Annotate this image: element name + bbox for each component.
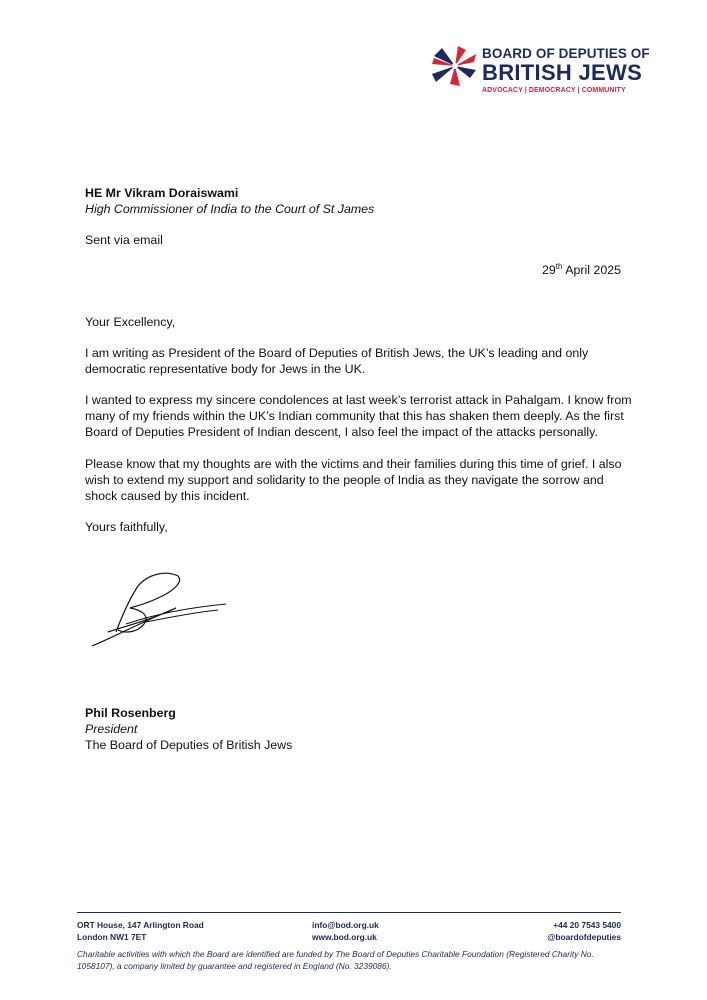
paragraph-1-line-2: democratic representative body for Jews in the UK. [85,362,366,376]
logo-line-2: BRITISH JEWS [482,60,643,85]
footer-address-line-1: ORT House, 147 Arlington Road [77,920,204,930]
signatory-organisation: The Board of Deputies of British Jews [85,738,293,752]
footer-address-line-2: London NW1 7ET [77,931,147,942]
date-rest: April 2025 [562,263,621,277]
delivery-note: Sent via email [85,233,163,247]
organisation-logo [432,44,650,96]
closing: Yours faithfully, [85,520,168,534]
date-suffix: th [555,262,563,271]
footer-website[interactable]: www.bod.org.uk [312,931,377,942]
date-day: 29 [541,263,556,277]
paragraph-2-line-1: I wanted to express my sincere condolences at last week’s terrorist attack in Pahalgam. I know from [85,393,632,407]
footer-phone-social [547,920,621,943]
handwritten-signature [86,568,236,652]
recipient-name: HE Mr Vikram Doraiswami [85,186,239,200]
footer-contact [312,920,379,943]
star-logo-icon [432,46,478,86]
paragraph-3-line-2: wish to extend my support and solidarity to the people of India as they navigate the sorrow and [85,473,604,487]
paragraph-3-line-1: Please know that my thoughts are with the victims and their families during this time of grief. I also [85,457,622,471]
footer-address [77,920,204,943]
salutation: Your Excellency, [85,315,176,329]
letter-date [542,263,621,277]
paragraph-2-line-3: Board of Deputies President of Indian descent, I also feel the impact of the attacks personally. [85,425,598,439]
logo-line-1: BOARD OF DEPUTIES OF [482,46,650,61]
footer-divider [77,912,621,913]
footer-charity-note: Charitable activities with which the Board are identified are funded by The Board of Deputies Charitable Foundation (Registered Charity No. 1058107), a company limited by guarantee and registered in England (No. 3239086). [77,949,594,971]
paragraph-1-line-1: I am writing as President of the Board of Deputies of British Jews, the UK’s leading and only [85,346,589,360]
footer-social-handle: @boardofdeputies [547,931,621,942]
paragraph-2-line-2: many of my friends within the UK’s Indian community that this has shaken them deeply. As the first [85,409,624,423]
footer-phone: +44 20 7543 5400 [553,920,621,930]
signatory-role: President [85,722,138,736]
logo-tagline: ADVOCACY | DEMOCRACY | COMMUNITY [482,87,626,94]
footer-email[interactable]: info@bod.org.uk [312,920,379,930]
recipient-title: High Commissioner of India to the Court of St James [85,202,375,216]
paragraph-3-line-3: shock caused by this incident. [85,489,250,503]
signatory-name: Phil Rosenberg [85,706,176,720]
